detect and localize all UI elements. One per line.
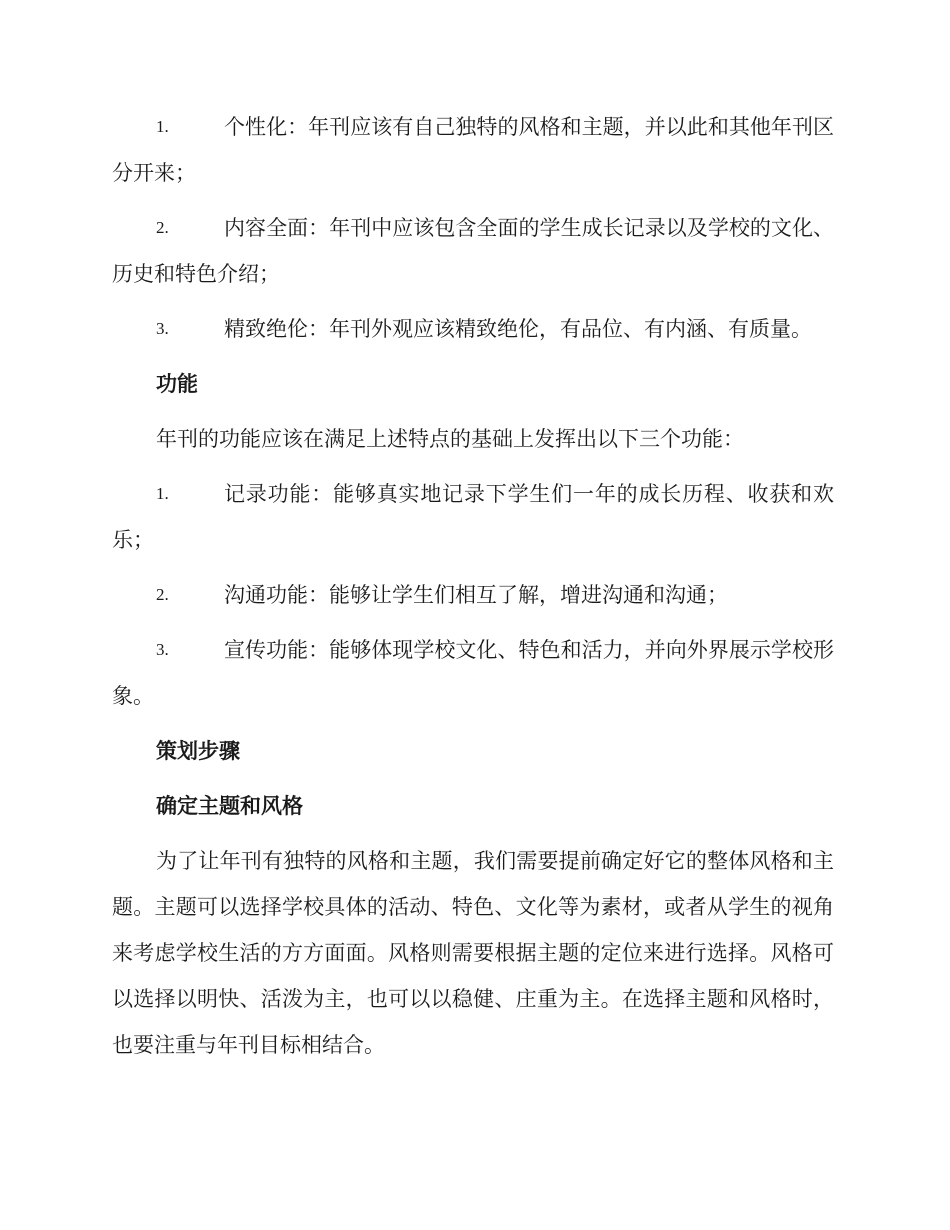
- section-heading-steps: 策划步骤: [156, 739, 240, 763]
- list-number: 1.: [156, 484, 169, 503]
- theme-style-paragraph: 为了让年刊有独特的风格和主题，我们需要提前确定好它的整体风格和主题。主题可以选择学校具体的活动、特色、文化等为素材，或者从学生的视角来考虑学校生活的方方面面。风格则需要根据主题的定位来进行选择。风格可以选择以明快、活泼为主，也可以以稳健、庄重为主。在选择主题和风格时，也要注重与年刊目标相结合。: [112, 849, 834, 1057]
- list-text: 沟通功能：能够让学生们相互了解，增进沟通和沟通；: [224, 583, 728, 607]
- list-text: 记录功能：能够真实地记录下学生们一年的成长历程、收获和欢乐；: [112, 482, 834, 552]
- list-text: 精致绝伦：年刊外观应该精致绝伦，有品位、有内涵、有质量。: [224, 317, 812, 341]
- list-item: [112, 471, 834, 563]
- list-text: 宣传功能：能够体现学校文化、特色和活力，并向外界展示学校形象。: [112, 638, 834, 708]
- function-intro-paragraph: 年刊的功能应该在满足上述特点的基础上发挥出以下三个功能：: [156, 427, 744, 451]
- list-item: [112, 104, 834, 196]
- document-page: [112, 104, 834, 1077]
- subsection-heading-theme-style: 确定主题和风格: [156, 794, 303, 818]
- list-item: [112, 205, 834, 297]
- list-number: 3.: [156, 640, 169, 659]
- list-number: 2.: [156, 218, 169, 237]
- section-heading-function: 功能: [156, 372, 198, 396]
- list-text: 内容全面：年刊中应该包含全面的学生成长记录以及学校的文化、历史和特色介绍；: [112, 216, 834, 286]
- list-item: [112, 306, 834, 352]
- list-item: [112, 572, 834, 618]
- list-number: 3.: [156, 319, 169, 338]
- list-item: [112, 627, 834, 719]
- list-text: 个性化：年刊应该有自己独特的风格和主题，并以此和其他年刊区分开来；: [112, 115, 834, 185]
- list-number: 1.: [156, 117, 169, 136]
- list-number: 2.: [156, 585, 169, 604]
